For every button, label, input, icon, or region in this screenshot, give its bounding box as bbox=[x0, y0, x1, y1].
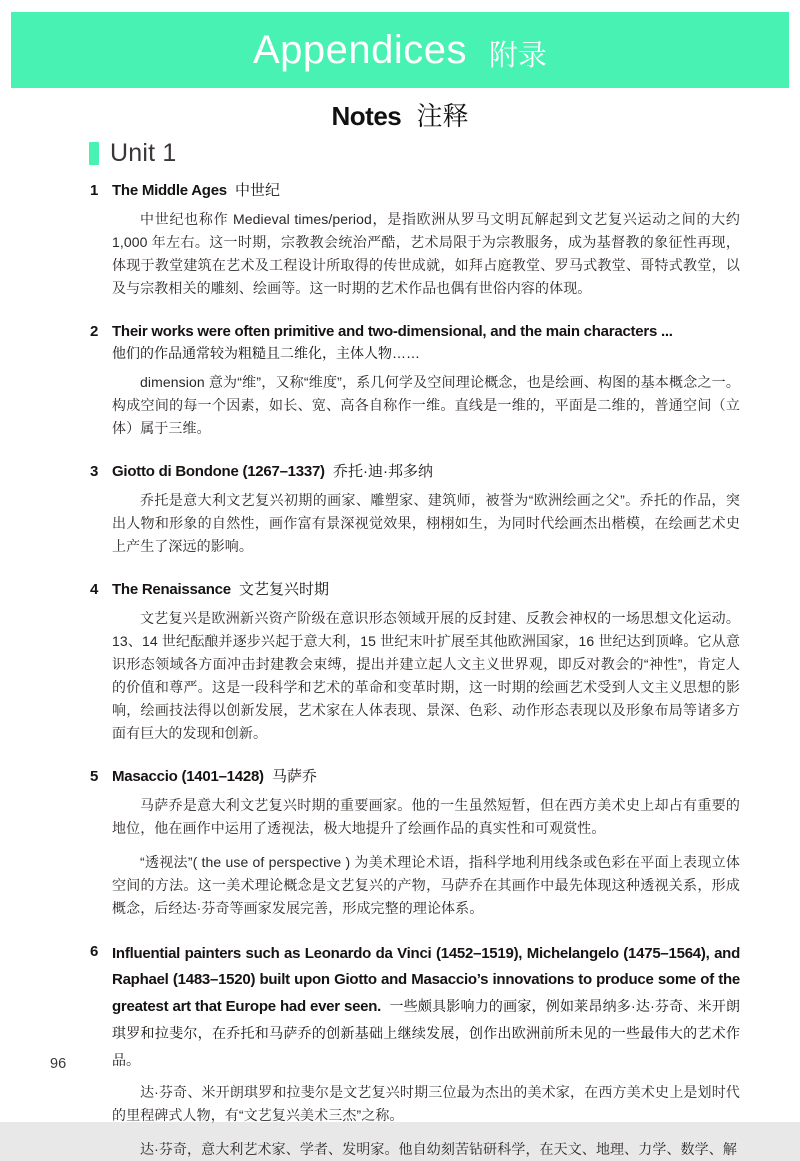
item-heading-zh: 中世纪 bbox=[235, 182, 281, 199]
item-number: 5 bbox=[90, 768, 99, 785]
item-heading-en: Giotto di Bondone (1267–1337) bbox=[112, 463, 325, 480]
item-number: 3 bbox=[90, 463, 99, 480]
note-item-4 bbox=[90, 579, 740, 745]
item-paragraph: 中世纪也称作 Medieval times/period，是指欧洲从罗马文明瓦解起到文艺复兴运动之间的大约 1,000 年左右。这一时期，宗教教会统治严酷，艺术局限于为宗教服务，成为基督教的象征性再现，体现于教堂建筑在艺术及工程设计所取得的传世成就，如拜占庭教堂、罗马式教堂、哥特式教堂，以及与宗教相关的雕刻、绘画等。这一时期的艺术作品也偶有世俗内容的体现。 bbox=[112, 211, 740, 296]
notes-heading-en: Notes bbox=[331, 101, 402, 131]
item-heading-zh: 一些颇具影响力的画家，例如莱昂纳多·达·芬奇、米开朗琪罗和拉斐尔，在乔托和马萨乔的创新基础上继续发展，创作出欧洲前所未见的一些最伟大的艺术作品。 bbox=[112, 998, 740, 1068]
item-paragraph: 达·芬奇，意大利艺术家、学者、发明家。他自幼刻苦钻研科学，在天文、地理、力学、数学、解 bbox=[140, 1141, 737, 1157]
item-heading-zh: 他们的作品通常较为粗糙且二维化，主体人物…… bbox=[112, 345, 420, 361]
notes-heading-zh: 注释 bbox=[416, 101, 469, 131]
item-heading bbox=[112, 579, 740, 600]
item-heading bbox=[112, 941, 740, 1074]
notes-heading bbox=[0, 96, 800, 133]
item-paragraph: “透视法”( the use of perspective ) 为美术理论术语，指科学地利用线条或色彩在平面上表现立体空间的方法。这一美术理论概念是文艺复兴的产物，马萨乔在其画作中最先体现这种透视关系，形成概念，后经达·芬奇等画家发展完善，形成完整的理论体系。 bbox=[112, 854, 740, 916]
unit-accent-bar bbox=[89, 142, 99, 165]
item-heading-zh: 文艺复兴时期 bbox=[238, 581, 329, 598]
item-paragraph: 达·芬奇、米开朗琪罗和拉斐尔是文艺复兴时期三位最为杰出的美术家，在西方美术史上是划时代的里程碑式人物，有“文艺复兴美术三杰”之称。 bbox=[112, 1084, 740, 1123]
item-paragraph: dimension 意为“维”，又称“维度”，系几何学及空间理论概念，也是绘画、构图的基本概念之一。构成空间的每一个因素，如长、宽、高各自称作一维。直线是一维的，平面是二维的，普通空间（立体）属于三维。 bbox=[112, 374, 740, 436]
item-heading bbox=[112, 766, 740, 787]
unit-title: Unit 1 bbox=[110, 139, 177, 167]
item-heading-en: Their works were often primitive and two-dimensional, and the main characters ... bbox=[112, 323, 673, 340]
item-heading-en: Masaccio (1401–1428) bbox=[112, 768, 264, 785]
note-item-5 bbox=[90, 766, 740, 920]
item-heading bbox=[112, 321, 740, 364]
item-heading-en: The Renaissance bbox=[112, 581, 231, 598]
item-paragraph: 马萨乔是意大利文艺复兴时期的重要画家。他的一生虽然短暂，但在西方美术史上却占有重要的地位，他在画作中运用了透视法，极大地提升了绘画作品的真实性和可观赏性。 bbox=[112, 797, 740, 836]
note-item-2 bbox=[90, 321, 740, 440]
note-item-6 bbox=[90, 941, 740, 1161]
note-item-1 bbox=[90, 180, 740, 300]
item-body bbox=[112, 180, 740, 300]
banner-title-zh: 附录 bbox=[489, 39, 548, 72]
banner-title-en: Appendices bbox=[252, 27, 468, 72]
item-body bbox=[112, 766, 740, 920]
item-heading-zh: 马萨乔 bbox=[271, 768, 317, 785]
note-item-3 bbox=[90, 461, 740, 558]
item-number: 2 bbox=[90, 323, 99, 340]
notes-list bbox=[90, 180, 740, 1161]
item-body bbox=[112, 461, 740, 558]
item-heading-zh: 乔托·迪·邦多纳 bbox=[332, 463, 433, 480]
page-number: 96 bbox=[50, 1056, 67, 1072]
appendices-banner bbox=[11, 12, 789, 88]
unit-header bbox=[89, 139, 177, 168]
item-number: 1 bbox=[90, 182, 99, 199]
item-number: 6 bbox=[90, 943, 99, 960]
item-heading-en: The Middle Ages bbox=[112, 182, 227, 199]
item-body bbox=[112, 321, 740, 440]
item-body bbox=[112, 579, 740, 745]
item-heading bbox=[112, 180, 740, 201]
item-paragraph: 文艺复兴是欧洲新兴资产阶级在意识形态领域开展的反封建、反教会神权的一场思想文化运动。13、14 世纪酝酿并逐步兴起于意大利，15 世纪末叶扩展至其他欧洲国家，16 世纪达到顶峰。它从意识形态领域各方面冲击封建教会束缚，提出并建立起人文主义世界观，即反对教会的“神性”，肯定人的价值和尊严。这是一段科学和艺术的革命和变革时期，这一时期的绘画艺术受到人文主义思想的影响，绘画技法得以创新发展，艺术家在人体表现、景深、色彩、动作形态表现以及形象布局等诸多方面有巨大的发现和创新。 bbox=[112, 610, 740, 741]
item-paragraph: 乔托是意大利文艺复兴初期的画家、雕塑家、建筑师，被誉为“欧洲绘画之父”。乔托的作品，突出人物和形象的自然性，画作富有景深视觉效果，栩栩如生，为同时代绘画杰出楷模，在绘画艺术史上产生了深远的影响。 bbox=[112, 492, 740, 554]
item-heading-en: Influential painters such as Leonardo da Vinci (1452–1519), Michelangelo (1475–1564), and Raphael (1483–1520) built upon Giotto and Masaccio’s innovations to produce some of the greatest art that Europe had ever seen. bbox=[112, 945, 740, 1015]
item-heading bbox=[112, 461, 740, 482]
item-body bbox=[112, 941, 740, 1161]
item-number: 4 bbox=[90, 581, 99, 598]
